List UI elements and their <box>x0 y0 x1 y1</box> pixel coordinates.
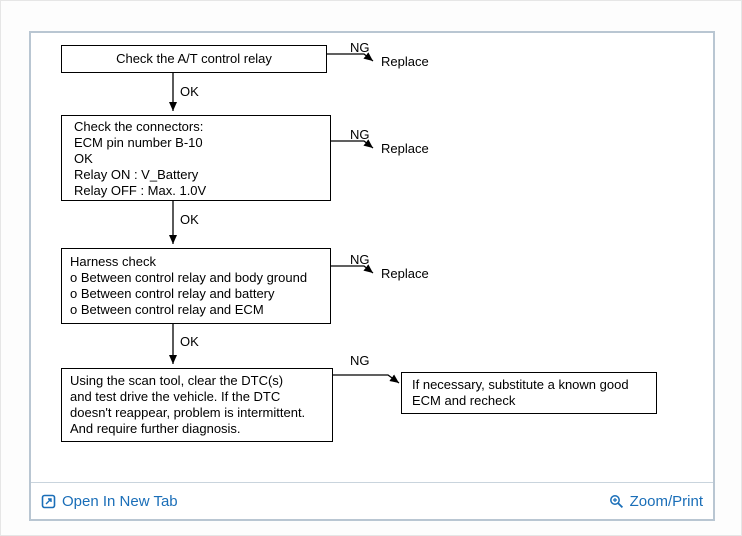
replace-label: Replace <box>381 141 429 156</box>
box-line: Relay ON : V_Battery <box>74 167 199 182</box>
box-line: If necessary, substitute a known good <box>412 377 629 392</box>
ok-label: OK <box>180 84 199 99</box>
step-box-check-relay <box>61 45 327 73</box>
box-line: o Between control relay and battery <box>70 286 275 301</box>
box-line: Check the connectors: <box>74 119 204 134</box>
open-in-new-tab-icon <box>41 494 56 509</box>
ng-label: NG <box>350 127 370 142</box>
box-line: Harness check <box>70 254 156 269</box>
ok-label: OK <box>180 334 199 349</box>
ng-label: NG <box>350 252 370 267</box>
zoom-print-link[interactable] <box>609 493 703 510</box>
box-line: And require further diagnosis. <box>70 421 241 436</box>
box-line: OK <box>74 151 93 166</box>
ng-label: NG <box>350 353 370 368</box>
step-box-scan-tool <box>61 368 333 442</box>
ok-label: OK <box>180 212 199 227</box>
zoom-print-label: Zoom/Print <box>629 492 703 510</box>
replace-label: Replace <box>381 266 429 281</box>
ng-label: NG <box>350 40 370 55</box>
box-line: ECM pin number B-10 <box>74 135 203 150</box>
box-line: doesn't reappear, problem is intermittent. <box>70 405 306 420</box>
step-box-substitute-ecm <box>401 372 657 414</box>
step-box-harness-check <box>61 248 331 324</box>
replace-label: Replace <box>381 54 429 69</box>
zoom-icon <box>609 494 624 509</box>
box-line: Using the scan tool, clear the DTC(s) <box>70 373 284 388</box>
open-in-new-tab-label: Open In New Tab <box>62 492 178 510</box>
box-line: and test drive the vehicle. If the DTC <box>70 389 281 404</box>
box-line: Check the A/T control relay <box>116 51 272 66</box>
box-line: ECM and recheck <box>412 393 516 408</box>
step-box-check-connectors <box>61 115 331 201</box>
open-in-new-tab-link[interactable] <box>41 493 178 510</box>
box-line: Relay OFF : Max. 1.0V <box>74 183 207 198</box>
box-line: o Between control relay and body ground <box>70 270 308 285</box>
box-line: o Between control relay and ECM <box>70 302 264 317</box>
viewer-footer <box>31 482 713 519</box>
